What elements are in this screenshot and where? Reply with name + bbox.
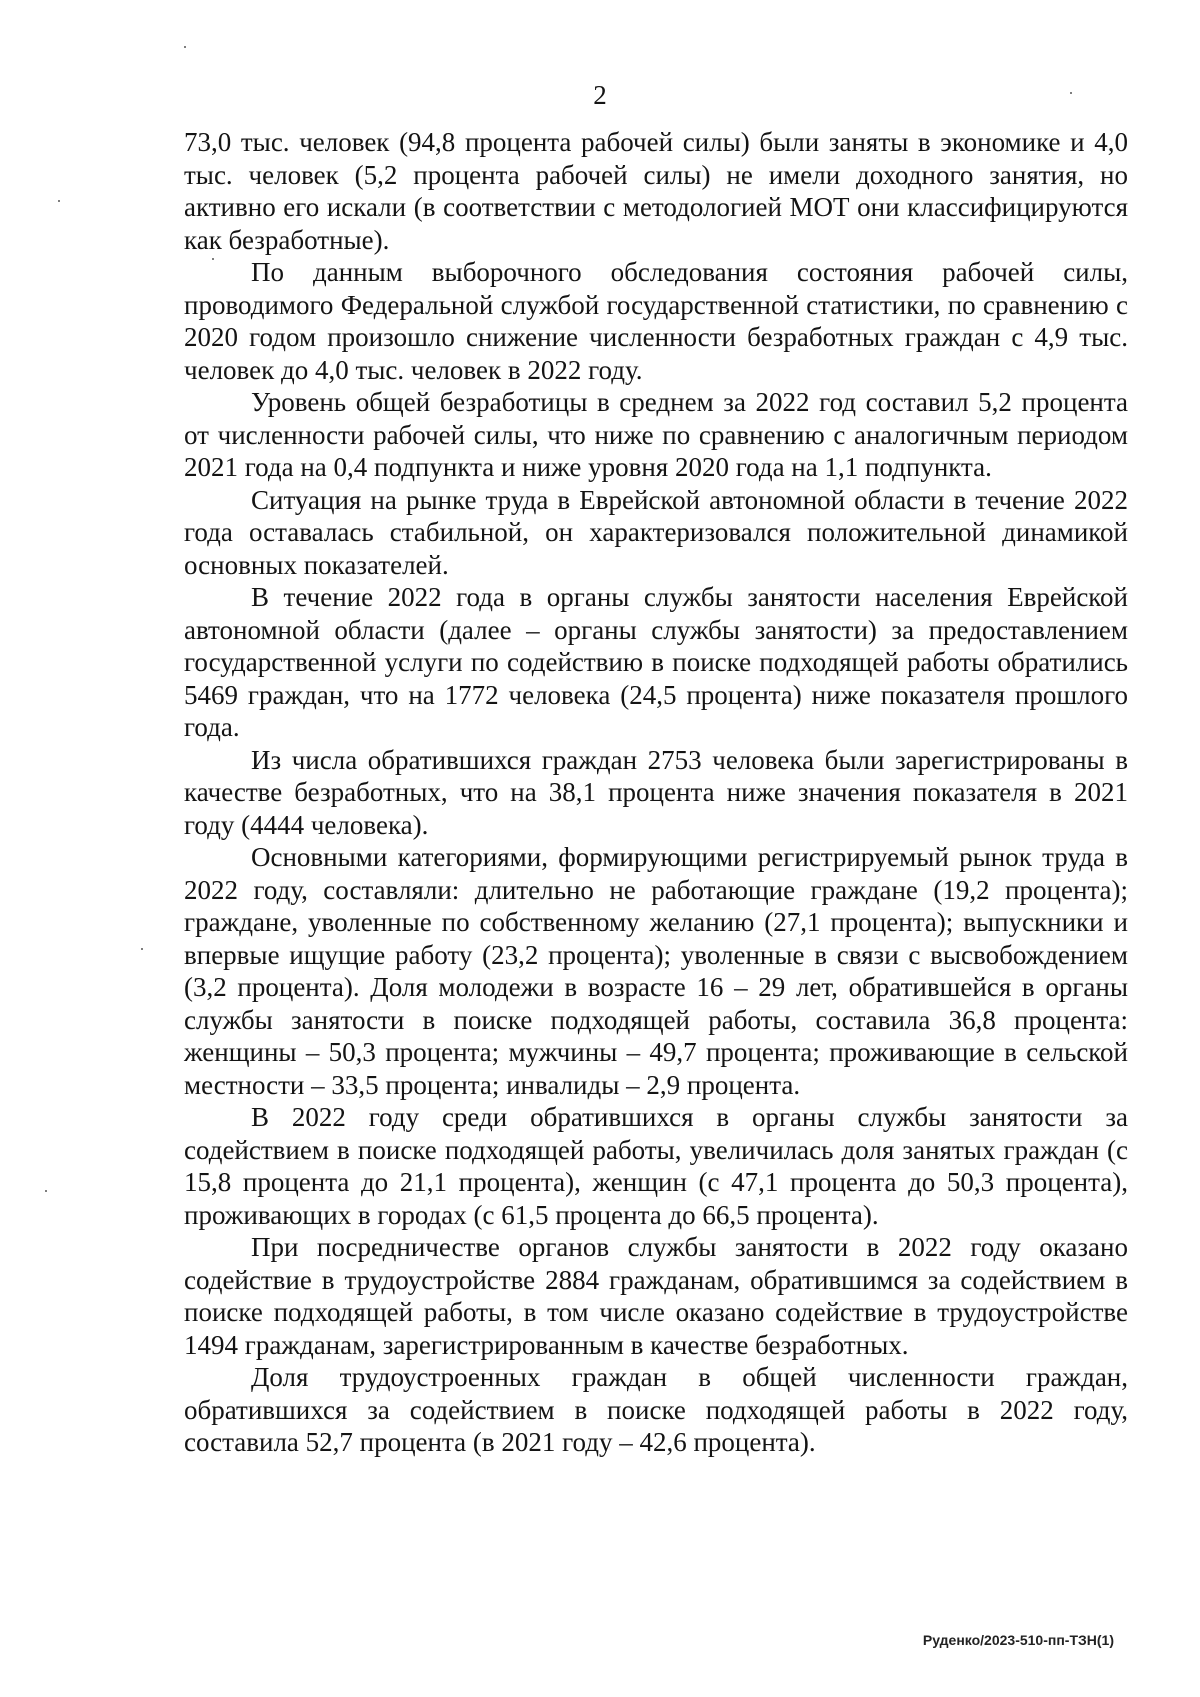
scan-speck (184, 46, 186, 48)
scan-speck (58, 200, 60, 202)
paragraph-employed-share: Доля трудоустроенных граждан в общей численности граждан, обратившихся за содействием в поиске подходящей работы в 2022 году, составила 52,7 процента (в 2021 году – 42,6 процента). (184, 1362, 1128, 1457)
document-reference-footer: Руденко/2023-510-пп-ТЗН(1) (922, 1632, 1114, 1648)
paragraph-employment-assistance: При посредничестве органов службы занятости в 2022 году оказано содействие в трудоустройстве 2884 гражданам, обратившимся за содействием в поиске подходящей работы, в том числе оказано содействие в трудоустройстве 1494 гражданам, зарегистрированным в качестве безработных. (184, 1232, 1128, 1360)
scan-speck (141, 948, 143, 950)
paragraph-employment-figures: 73,0 тыс. человек (94,8 процента рабочей силы) были заняты в экономике и 4,0 тыс. человек (5,2 процента рабочей силы) не имели доходного занятия, но активно его искали (в соответствии с методологией МОТ они классифицируются как безработные). (184, 127, 1128, 255)
scan-speck (1070, 92, 1072, 94)
paragraph-market-categories: Основными категориями, формирующими регистрируемый рынок труда в 2022 году, составляли: длительно не работающие граждане (19,2 процента); граждане, уволенные по собственному желанию (27,1 процента); выпускники и впервые ищущие работу (23,2 процента); уволенные в связи с высвобождением (3,2 процента). Доля молодежи в возрасте 16 – 29 лет, обратившейся в органы службы занятости в поиске подходящей работы, составила 36,8 процента: женщины – 50,3 процента; мужчины – 49,7 процента; проживающие в сельской местности – 33,5 процента; инвалиды – 2,9 процента. (184, 842, 1128, 1100)
scan-speck (212, 258, 214, 260)
paragraph-employment-service-applications: В течение 2022 года в органы службы занятости населения Еврейской автономной области (далее – органы службы занятости) за предоставлением государственной услуги по содействию в поиске подходящей работы обратились 5469 граждан, что на 1772 человека (24,5 процента) ниже показателя прошлого года. (184, 582, 1128, 742)
page-number: 2 (593, 80, 607, 110)
scan-speck (45, 1190, 47, 1192)
paragraph-applicant-shares: В 2022 году среди обратившихся в органы службы занятости за содействием в поиске подходящей работы, увеличилась доля занятых граждан (с 15,8 процента до 21,1 процента), женщин (с 47,1 процента до 50,3 процента), проживающих в городах (с 61,5 процента до 66,5 процента). (184, 1102, 1128, 1230)
paragraph-labor-survey: По данным выборочного обследования состояния рабочей силы, проводимого Федеральной службой государственной статистики, по сравнению с 2020 годом произошло снижение численности безработных граждан с 4,9 тыс. человек до 4,0 тыс. человек в 2022 году. (184, 257, 1128, 385)
paragraph-labor-market-situation: Ситуация на рынке труда в Еврейской автономной области в течение 2022 года оставалась стабильной, он характеризовался положительной динамикой основных показателей. (184, 484, 1128, 580)
document-body (184, 126, 1128, 1459)
paragraph-registered-unemployed: Из числа обратившихся граждан 2753 человека были зарегистрированы в качестве безработных, что на 38,1 процента ниже значения показателя в 2021 году (4444 человека). (184, 744, 1128, 840)
paragraph-unemployment-level: Уровень общей безработицы в среднем за 2022 год составил 5,2 процента от численности рабочей силы, что ниже по сравнению с аналогичным периодом 2021 года на 0,4 подпункта и ниже уровня 2020 года на 1,1 подпункта. (184, 387, 1128, 482)
